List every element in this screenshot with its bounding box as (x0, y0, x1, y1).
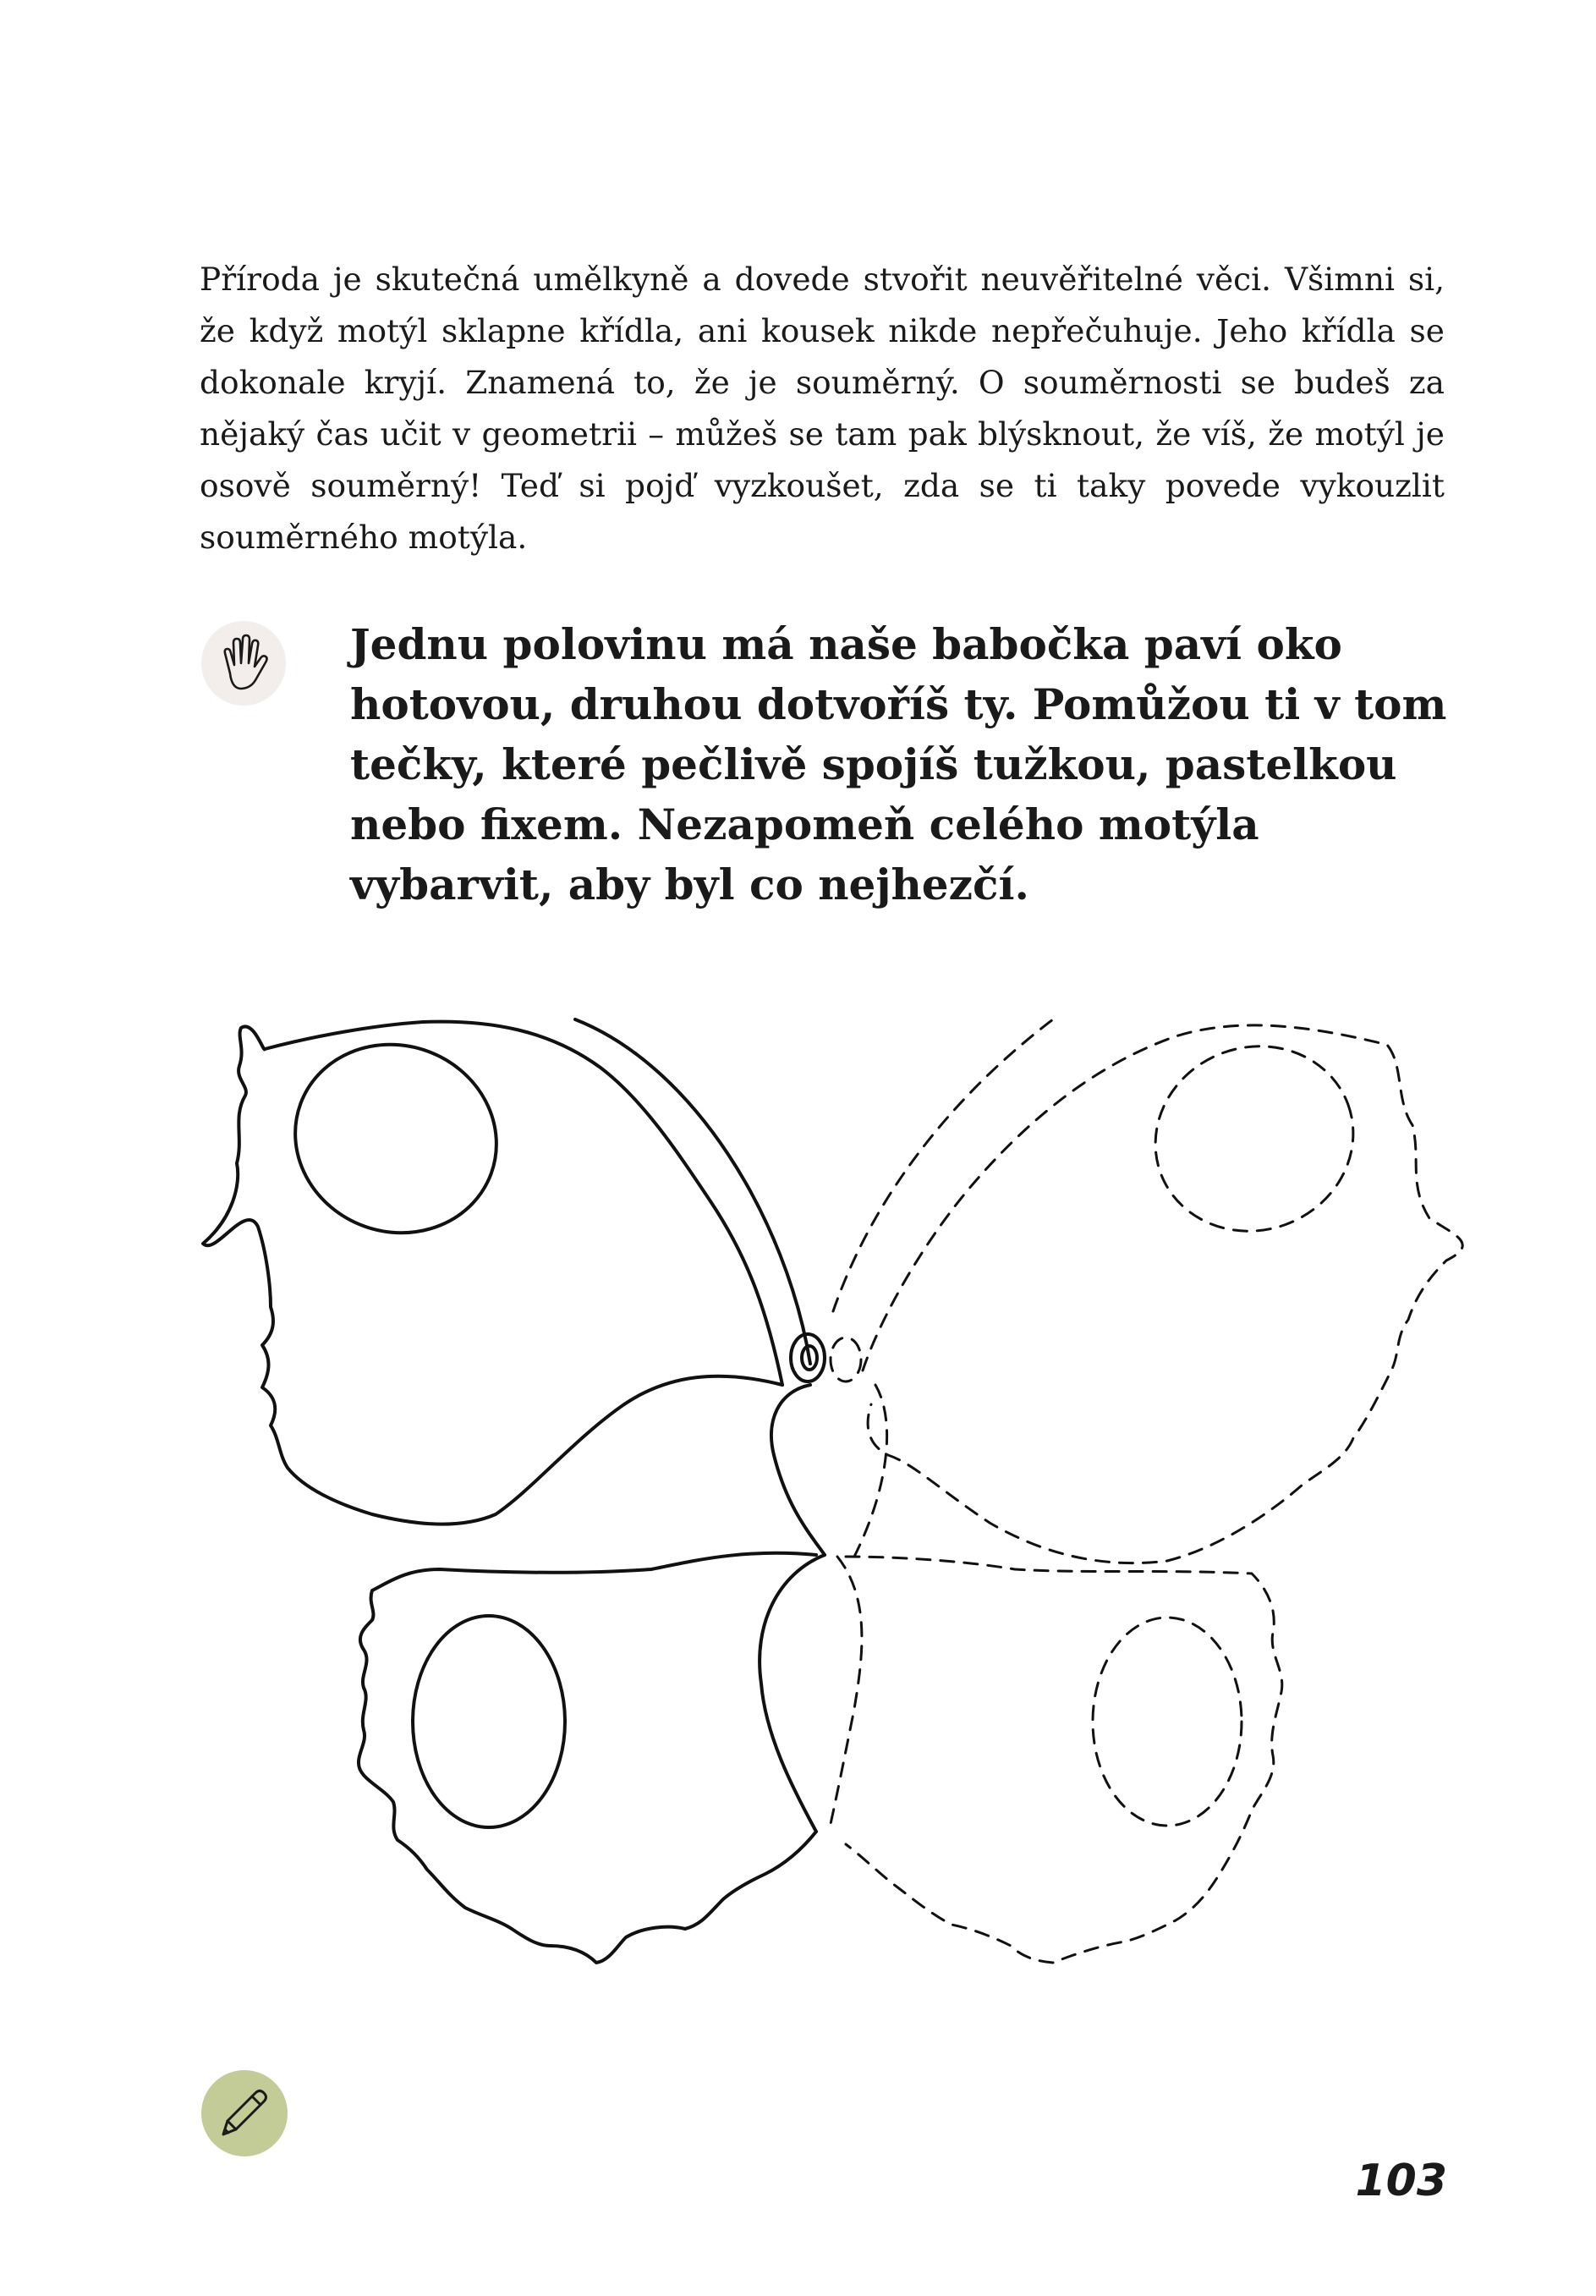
page-number: 103 (1355, 2156, 1447, 2206)
lower-right-wing-outline (829, 1557, 862, 1832)
butterfly-left-half (203, 1017, 825, 1963)
upper-right-eyespot-outline (1129, 1019, 1379, 1259)
lower-left-wing (760, 1555, 825, 1832)
upper-left-eyespot (269, 1017, 524, 1261)
task-instruction: Jednu polovinu má naše babočka paví oko hotovou, druhou dotvoříš ty. Pomůžou ti v tom tečky, které pečlivě spojíš tužkou, pastelkou nebo fixem. Nezapomeň celého motýla vybarvit, aby byl co nejhezčí. (350, 619, 1447, 909)
upper-left-wing (203, 1026, 782, 1524)
intro-paragraph: Příroda je skutečná umělkyně a dovede stvořit neuvěřitelné věci. Všimni si, že když motýl sklapne křídla, ani kousek nikde nepřečuhuje. Jeho křídla se dokonale kryjí. Znamená to, že je souměrný. O souměrnosti se budeš za nějaký čas učit v geometrii – můžeš se tam pak blýsknout, že víš, že motýl je osově souměrný! Teď si pojď vyzkoušet, zda se ti taky povede vykouzlit souměrného motýla. (200, 261, 1445, 556)
butterfly-right-half-dotted (829, 1019, 1462, 1963)
lower-right-eyespot-outline (1093, 1618, 1242, 1826)
antenna (575, 1019, 810, 1364)
pencil-icon (201, 2070, 288, 2156)
thorax (771, 1385, 825, 1555)
lower-left-eyespot (413, 1616, 565, 1827)
